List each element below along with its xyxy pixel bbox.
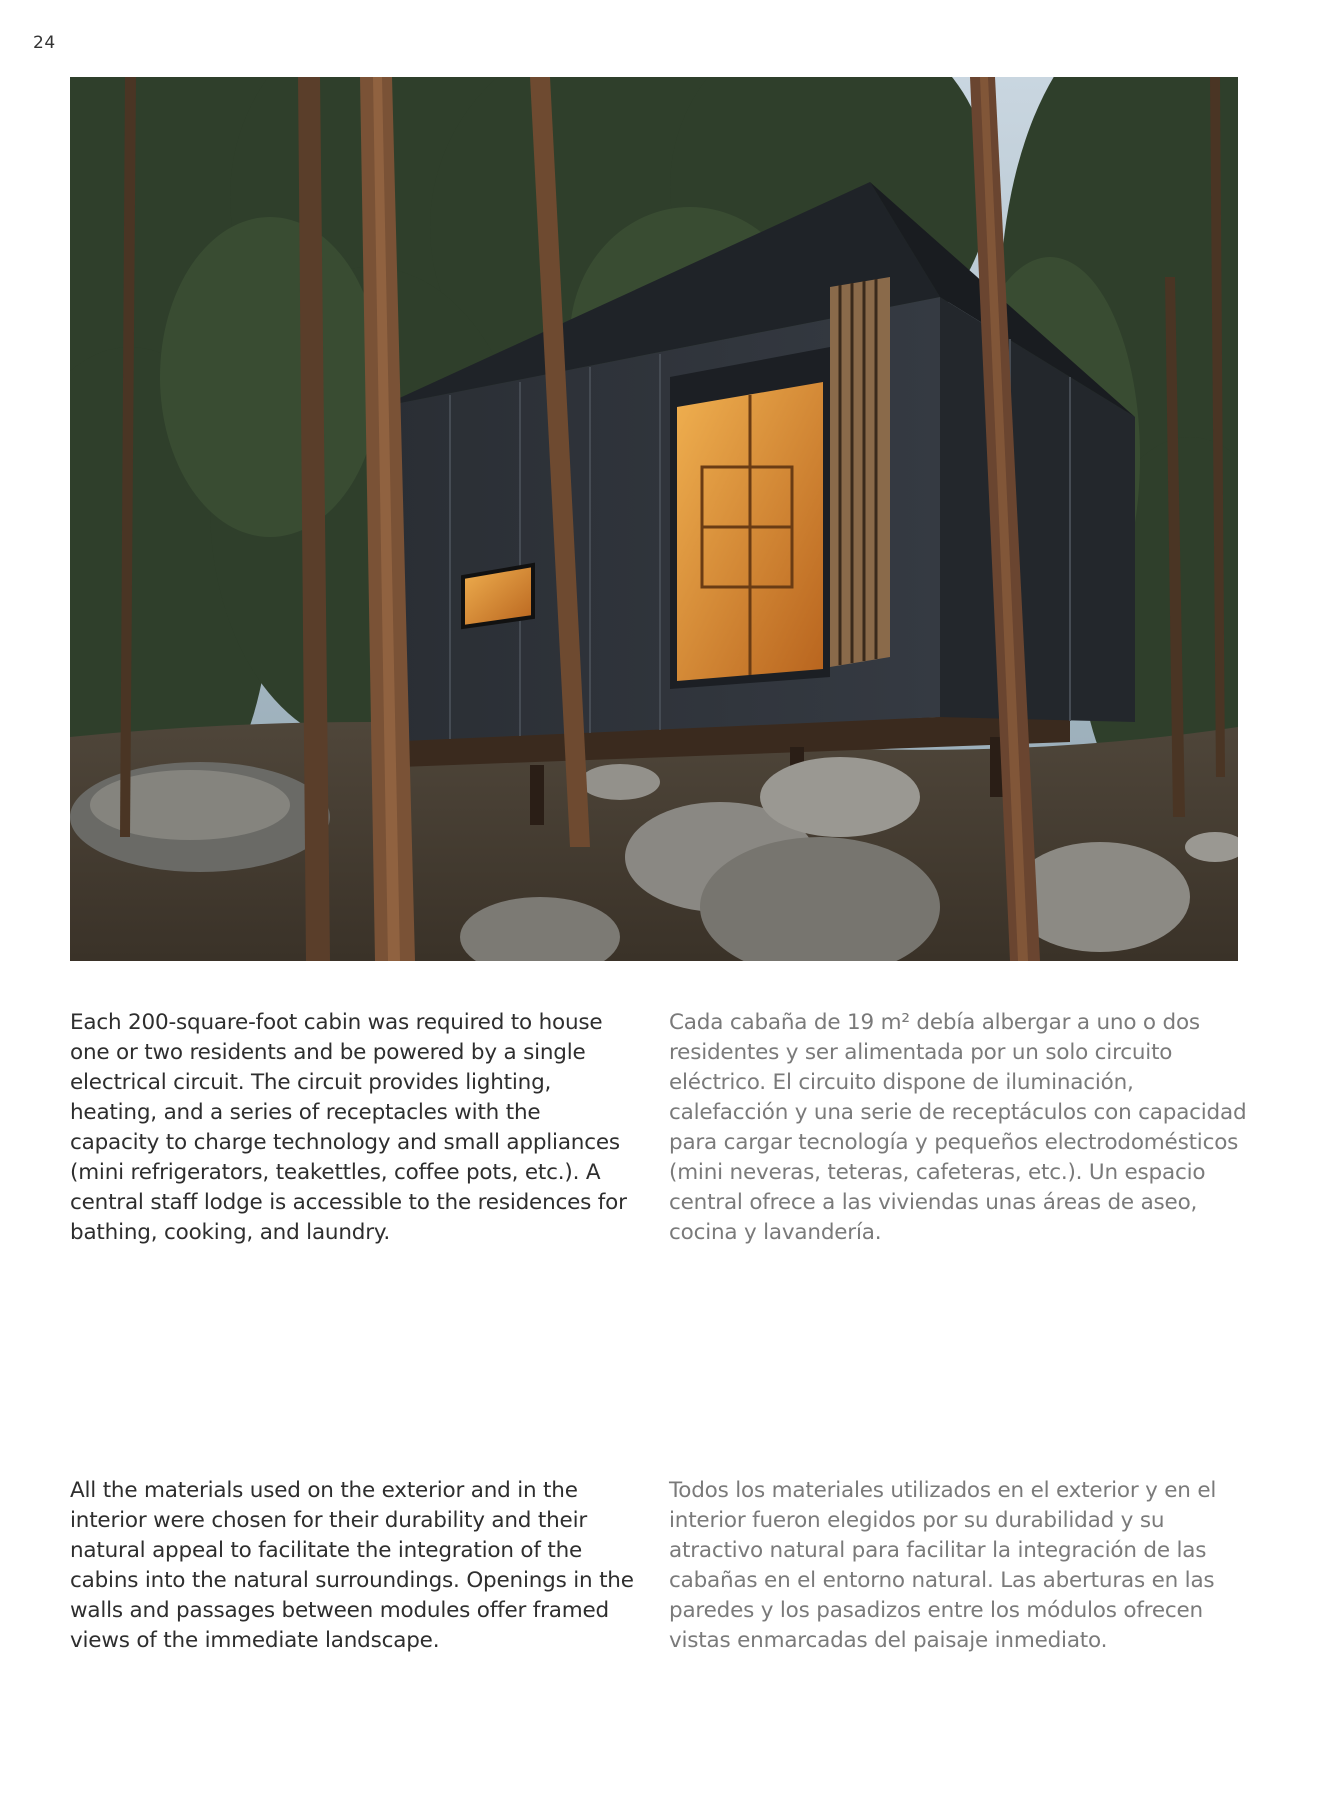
paragraph-english-1: Each 200-square-foot cabin was required to house one or two residents and be powered by a single electrical circuit. The circuit provides lighting, heating, and a series of receptacles with the capacity to charge technology and small appliances (mini refrigerators, teakettles, coffee pots, etc.). A central staff lodge is accessible to the residences for bathing, cooking, and laundry. [70, 1010, 627, 1245]
wooden-shutter [830, 277, 890, 667]
paragraph-spanish-1: Cada cabaña de 19 m² debía albergar a uno o dos residentes y ser alimentada por un solo circuito eléctrico. El circuito dispone de iluminación, calefacción y una serie de receptáculos con capacidad para cargar tecnología y pequeños electrodomésticos (mini neveras, teteras, cafeteras, etc.). Un espacio central ofrece a las viviendas unas áreas de aseo, cocina y lavandería. [669, 1010, 1247, 1245]
cabin-photo-illustration [70, 77, 1238, 961]
paragraph-english-2: All the materials used on the exterior and in the interior were chosen for their durability and their natural appeal to facilitate the integration of the cabins into the natural surroundings. Openings in the walls and passages between modules offer framed views of the immediate landscape. [70, 1478, 634, 1653]
page-number: 24 [33, 33, 56, 53]
paragraph-spanish-2: Todos los materiales utilizados en el exterior y en el interior fueron elegidos por su durabilidad y su atractivo natural para facilitar la integración de las cabañas en el entorno natural. Las aberturas en las paredes y los pasadizos entre los módulos ofrecen vistas enmarcadas del paisaje inmediato. [669, 1478, 1217, 1653]
cabin-photo [70, 77, 1238, 961]
